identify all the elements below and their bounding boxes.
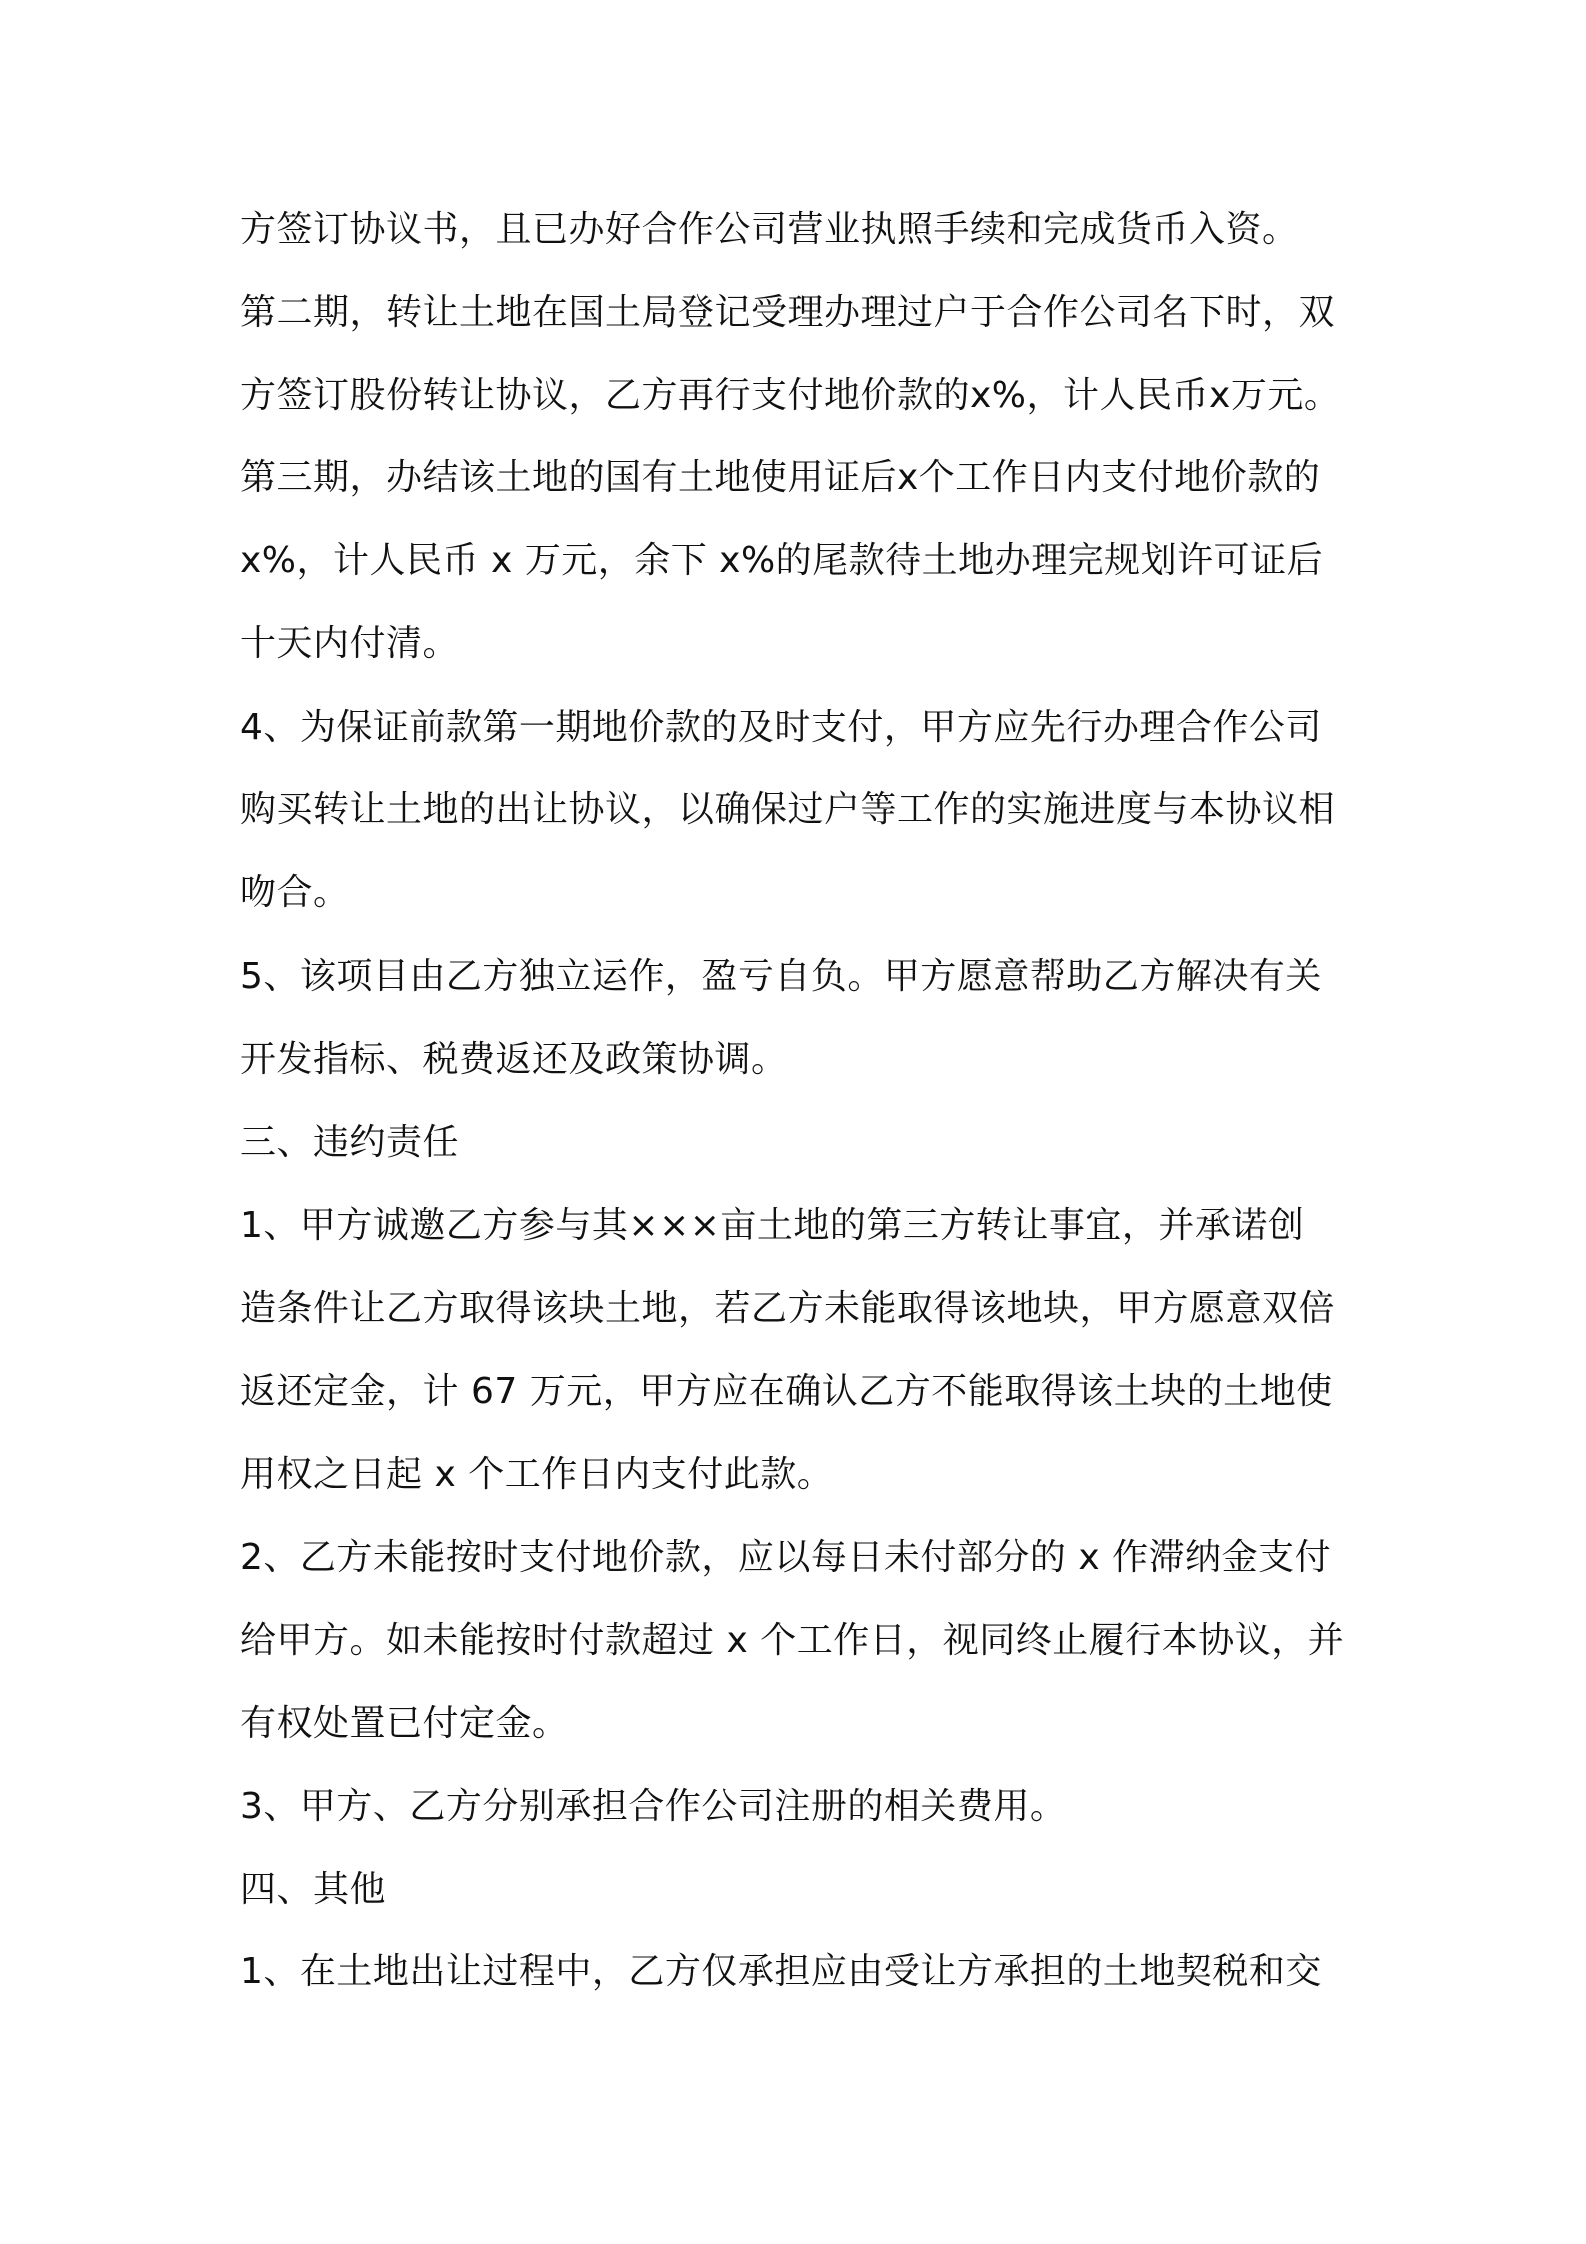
text-line: 方签订协议书，且已办好合作公司营业执照手续和完成货币入资。 (240, 209, 1299, 250)
text-line: 5、该项目由乙方独立运作，盈亏自负。甲方愿意帮助乙方解决有关 (240, 956, 1322, 997)
text-line: 1、在土地出让过程中，乙方仅承担应由受让方承担的土地契税和交 (240, 1951, 1322, 1992)
text-line: 吻合。 (240, 872, 350, 913)
text-line: 用权之日起 x 个工作日内支付此款。 (240, 1454, 834, 1495)
text-line: 第三期，办结该土地的国有土地使用证后x个工作日内支付地价款的 (240, 457, 1321, 498)
text-line: 2、乙方未能按时支付地价款，应以每日未付部分的 x 作滞纳金支付 (240, 1537, 1332, 1578)
text-line: 有权处置已付定金。 (240, 1703, 569, 1744)
text-line: 4、为保证前款第一期地价款的及时支付，甲方应先行办理合作公司 (240, 707, 1322, 748)
section-heading: 四、其他 (240, 1869, 387, 1910)
text-line: x%，计人民币 x 万元，余下 x%的尾款待土地办理完规划许可证后 (240, 540, 1324, 581)
text-line: 给甲方。如未能按时付款超过 x 个工作日，视同终止履行本协议，并 (240, 1620, 1345, 1661)
text-line: 开发指标、税费返还及政策协调。 (240, 1039, 788, 1080)
text-line: 购买转让土地的出让协议，以确保过户等工作的实施进度与本协议相 (240, 789, 1336, 830)
text-line: 3、甲方、乙方分别承担合作公司注册的相关费用。 (240, 1786, 1067, 1827)
text-line: 第二期，转让土地在国土局登记受理办理过户于合作公司名下时，双 (240, 292, 1336, 333)
text-line: 方签订股份转让协议，乙方再行支付地价款的x%，计人民币x万元。 (240, 375, 1341, 416)
text-line: 1、甲方诚邀乙方参与其×××亩土地的第三方转让事宜，并承诺创 (240, 1205, 1305, 1246)
text-line: 十天内付清。 (240, 623, 460, 664)
section-heading: 三、违约责任 (240, 1122, 460, 1163)
text-line: 造条件让乙方取得该块土地，若乙方未能取得该地块，甲方愿意双倍 (240, 1288, 1336, 1329)
text-line: 返还定金，计 67 万元，甲方应在确认乙方不能取得该土块的土地使 (240, 1371, 1333, 1412)
